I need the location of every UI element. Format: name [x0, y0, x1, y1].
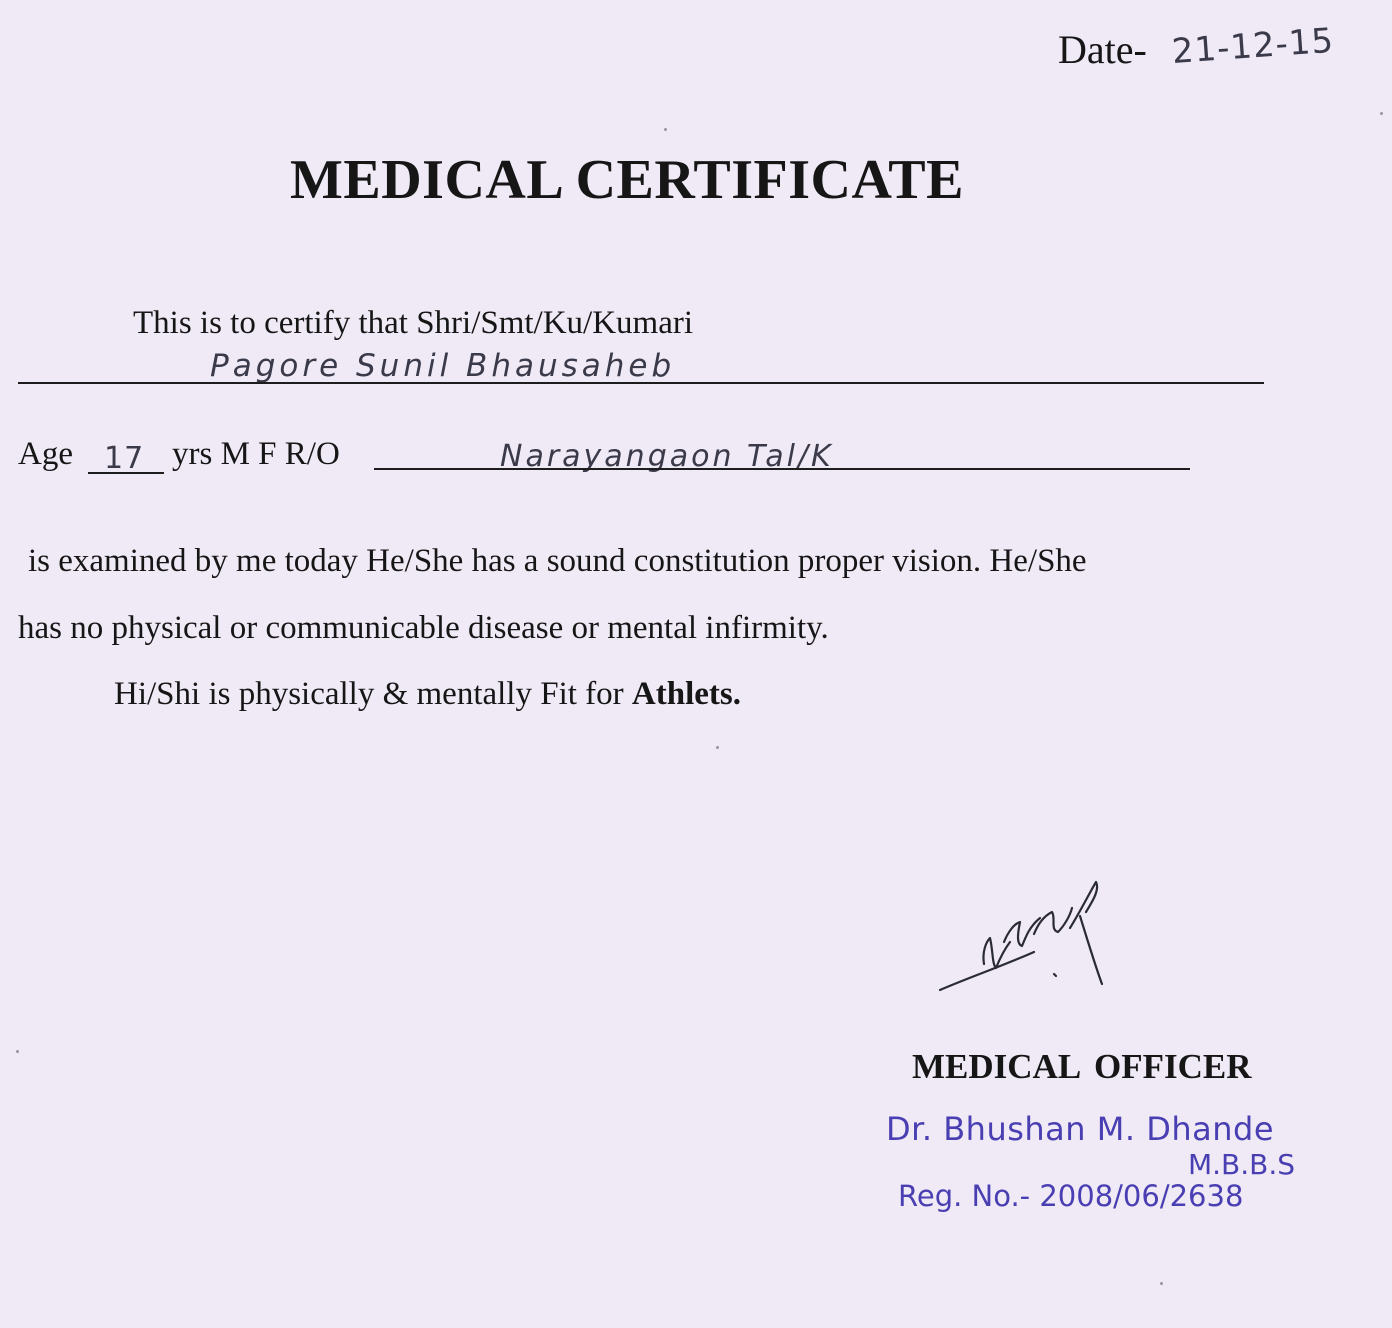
age-underline: [88, 472, 164, 474]
examination-text-line-1: is examined by me today He/She has a sound constitution proper vision. He/She: [28, 543, 1087, 579]
paper-speck: [1380, 112, 1383, 115]
age-value-handwritten: 17: [104, 441, 145, 476]
fitness-activity: Athlets.: [631, 676, 741, 712]
paper-speck: [1160, 1282, 1163, 1285]
age-label: Age: [18, 436, 73, 472]
signature-mark: [930, 872, 1120, 997]
fitness-statement-text: Hi/Shi is physically & mentally Fit for: [114, 676, 632, 712]
certify-intro-text: This is to certify that Shri/Smt/Ku/Kumari: [133, 305, 694, 341]
officer-title: MEDICAL OFFICER: [912, 1047, 1252, 1086]
residence-underline: [374, 468, 1190, 470]
candidate-name-handwritten: Pagore Sunil Bhausaheb: [210, 348, 676, 384]
residence-handwritten: Narayangaon Tal/K: [500, 439, 834, 474]
date-value-handwritten: 21-12-15: [1170, 20, 1336, 72]
date-label: Date-: [1058, 27, 1147, 72]
name-underline: [18, 382, 1264, 384]
page-title: MEDICAL CERTIFICATE: [290, 149, 964, 211]
paper-speck: [16, 1050, 19, 1053]
examination-text-line-2: has no physical or communicable disease or mental infirmity.: [18, 610, 829, 646]
stamp-doctor-name: Dr. Bhushan M. Dhande: [886, 1110, 1274, 1148]
stamp-degree: M.B.B.S: [1188, 1148, 1296, 1181]
stamp-registration-number: Reg. No.- 2008/06/2638: [898, 1179, 1244, 1213]
paper-speck: [716, 746, 719, 749]
gender-residence-label: yrs M F R/O: [172, 436, 340, 472]
fitness-statement: [114, 674, 741, 714]
paper-speck: [664, 128, 667, 131]
